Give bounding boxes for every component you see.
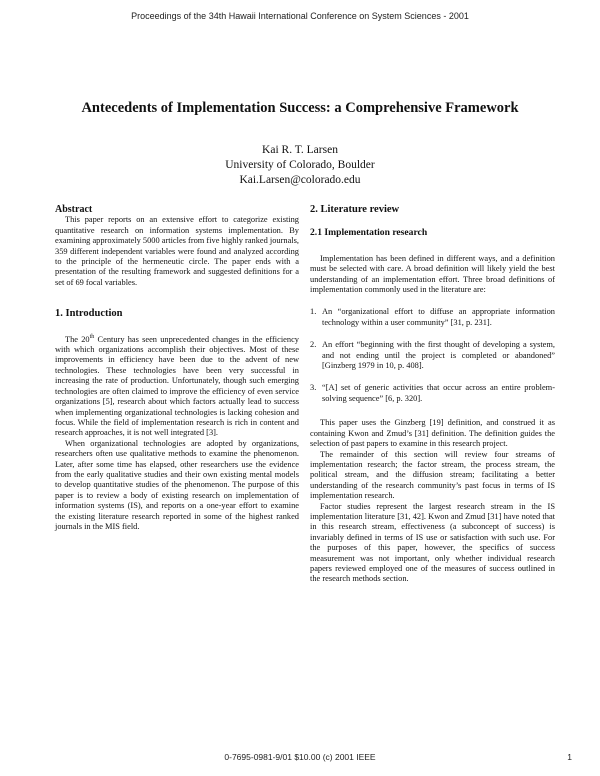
lit-paragraph-2: This paper uses the Ginzberg [19] definition, and construed it as containing Kwon and Zmud’s [31] definition. The definition guides the selection of past papers to examine in this research project. [310,418,555,449]
lit-paragraph-1: Implementation has been defined in different ways, and a definition must be selected with care. A broad definition will likely yield the best understanding of an implementation effort. Three broad definitions of implementation commonly used in the literature are: [310,253,555,295]
right-column [310,205,555,585]
author-email: Kai.Larsen@colorado.edu [239,174,361,186]
intro-paragraph-1 [55,335,299,439]
lit-paragraph-3: The remainder of this section will review four streams of implementation research; the factor stream, the process stream, the political stream, and the diffusion stream; facilitating a better understanding of the research community’s past focus in terms of IS implementation research. [310,449,555,501]
intro-heading: 1. Introduction [55,308,123,320]
definition-number: 2. [310,340,317,350]
author-name: Kai R. T. Larsen [262,144,338,156]
definition-number: 1. [310,307,317,317]
intro-p1-sup: th [89,333,95,340]
definition-text: An “organizational effort to diffuse an appropriate information technology within a user community” [31, p. 231]. [322,307,555,327]
definition-item [310,340,555,371]
definition-item [310,307,555,328]
running-header: Proceedings of the 34th Hawaii International Conference on System Sciences - 2001 [131,11,469,21]
abstract-text: This paper reports on an extensive effort to categorize existing quantitative research on information systems implementation. By examining approximately 5000 articles from five highly ranked journals, 359 different independent variables were found and analyzed according to the principle of the hermeneutic circle. The paper ends with a presentation of the resulting framework and suggested definitions for a set of 69 focal variables. [55,215,299,287]
lit-paragraph-4: Factor studies represent the largest research stream in the IS implementation literature [31, 42]. Kwon and Zmud [31] have noted that in this research stream, effectiveness (a subconcept of success) is invariably defined in terms of IS use or satisfaction with such use. For the purposes of this paper, however, the specifics of success measurement was not important, only whether individual research papers reviewed employed one of the measures of success outlined in the research methods section. [310,501,555,584]
author-affiliation: University of Colorado, Boulder [225,159,375,171]
intro-p1-rest: Century has seen unprecedented changes in the efficiency with which organizations accomplish their objectives. Most of these improvements in efficiency have been due to the advent of new technologies. These technologies have been very successful in increasing the rate of production. Unfortunately, though such emerging technologies are often claimed to improve the efficiency of even service organizations [5], research about which factors actually lead to success when implementing organizational technologies is lacking cohesion and focus. While the field of implementation research is rich in content and research approaches, it is not well integrated [3]. [55,334,299,438]
definition-text: An effort “beginning with the first thought of developing a system, and not ending until the project is completed or abandoned” [Ginzberg 1979 in 10, p. 408]. [322,340,555,371]
literature-heading: 2. Literature review [310,204,400,215]
definition-list [310,307,555,404]
definition-text: “[A] set of generic activities that occur across an entire problem-solving sequence” [6, p. 320]. [322,383,555,403]
definition-item [310,383,555,404]
paper-title: Antecedents of Implementation Success: a Comprehensive Framework [81,100,519,116]
intro-paragraph-2: When organizational technologies are adopted by organizations, researchers often use qualitative methods to examine the phenomenon. Later, after some time has elapsed, other researchers use the evidence from the early qualitative studies and their own existing mental models to develop quantitative studies of the phenomenon. The purpose of this paper is to review a body of existing research on implementation of information systems (IS), and reports on a one-year effort to examine the existing literature research reported in some of the highest ranked journals in the MIS field. [55,438,299,531]
abstract-heading: Abstract [55,204,93,215]
title-block [40,100,560,188]
footer-imprint: 0-7695-0981-9/01 $10.00 (c) 2001 IEEE [224,752,376,762]
definition-number: 3. [310,383,317,393]
page-number: 1 [567,752,572,762]
intro-p1-lead: The 20 [65,334,90,344]
implementation-subheading: 2.1 Implementation research [310,227,428,239]
author-block [40,143,560,188]
left-column [55,205,299,532]
